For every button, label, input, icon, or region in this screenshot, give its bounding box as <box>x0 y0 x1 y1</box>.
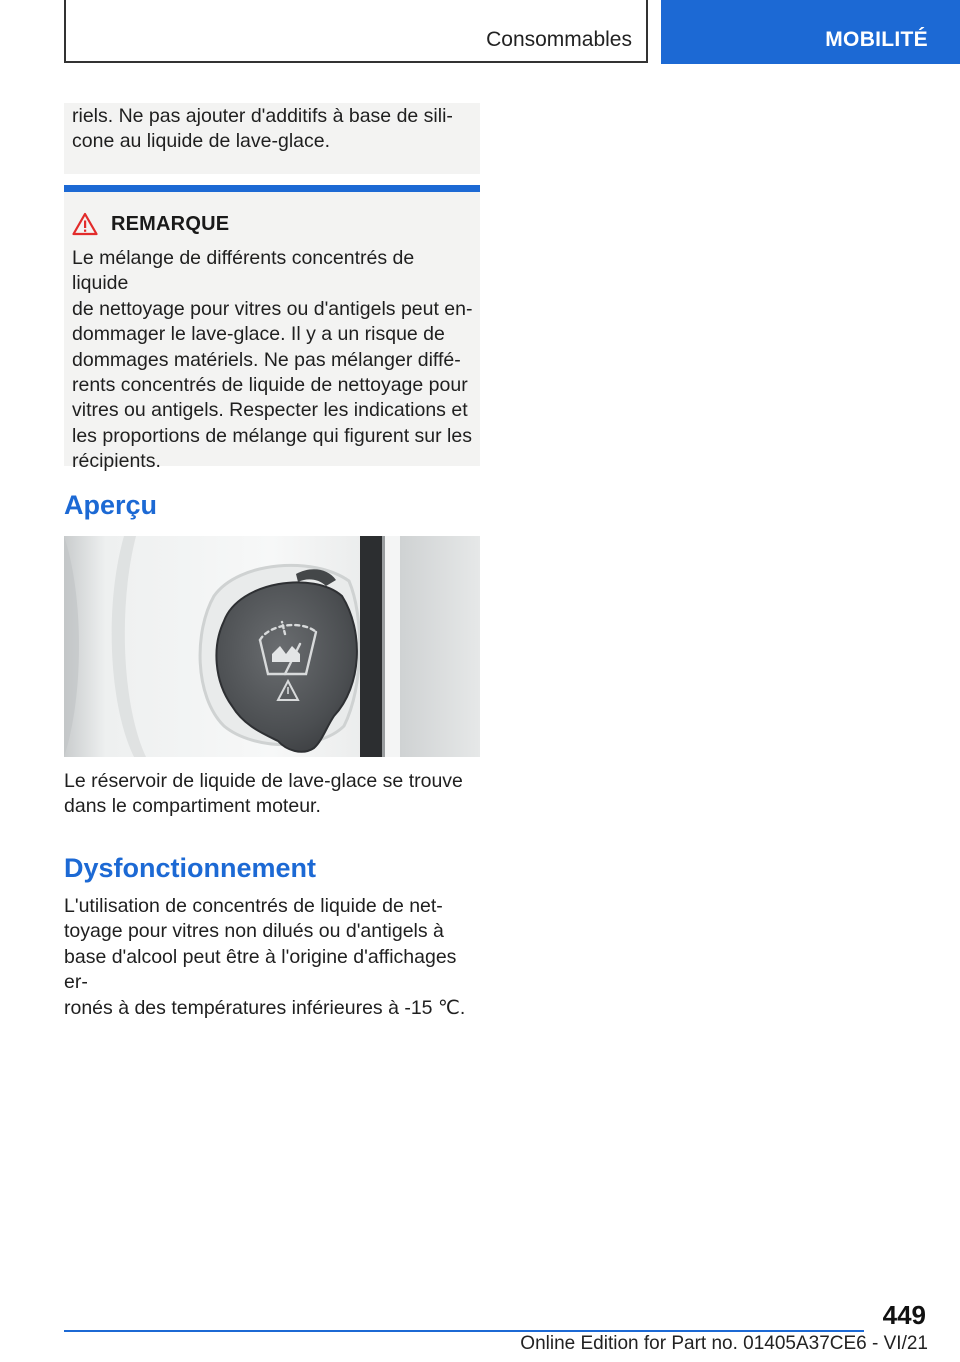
notice-line: rents concentrés de liquide de nettoyage pour <box>72 374 468 397</box>
section-title: Consommables <box>486 28 632 51</box>
notice-box <box>64 192 480 473</box>
dysfonctionnement-line: toyage pour vitres non dilués ou d'antigels à <box>64 920 444 943</box>
continuation-line: riels. Ne pas ajouter d'additifs à base de sili‐ <box>72 105 453 127</box>
notice-line: Le mélange de différents concentrés de liquide <box>72 247 415 295</box>
apercu-text <box>64 769 480 820</box>
notice-line: vitres ou antigels. Respecter les indications et <box>72 399 468 422</box>
header-section-box <box>64 0 648 63</box>
apercu-line: Le réservoir de liquide de lave-glace se trouve <box>64 770 463 792</box>
apercu-line: dans le compartiment moteur. <box>64 795 321 818</box>
dysfonctionnement-text <box>64 894 480 1021</box>
notice-line: dommages matériels. Ne pas mélanger diffé‐ <box>72 348 461 371</box>
heading-dysfonctionnement: Dysfonctionnement <box>64 853 317 883</box>
notice-header <box>72 210 229 238</box>
chapter-tab <box>661 0 960 64</box>
continuation-line: cone au liquide de lave-glace. <box>72 130 331 153</box>
warning-triangle-icon <box>72 212 98 236</box>
notice-top-bar <box>64 185 480 192</box>
footer-divider <box>64 1330 864 1332</box>
notice-text <box>72 246 474 475</box>
notice-line: dommager le lave-glace. Il y a un risque de <box>72 323 445 346</box>
notice-title: REMARQUE <box>111 212 230 235</box>
washer-reservoir-photo <box>64 536 480 757</box>
edition-text: Online Edition for Part no. 01405A37CE6 - VI/21 <box>520 1333 928 1354</box>
continuation-text <box>64 103 480 155</box>
dysfonctionnement-line: L'utilisation de concentrés de liquide de net‐ <box>64 895 443 917</box>
washer-fluid-cap-icon <box>64 536 480 757</box>
continuation-box <box>64 103 480 174</box>
dysfonctionnement-line: base d'alcool peut être à l'origine d'affichages er‐ <box>64 945 457 994</box>
dysfonctionnement-line: ronés à des températures inférieures à -15 ℃. <box>64 996 466 1019</box>
notice-line: récipients. <box>72 450 161 473</box>
notice-line: de nettoyage pour vitres ou d'antigels peut en‐ <box>72 297 473 320</box>
page-number: 449 <box>882 1300 926 1330</box>
notice-line: les proportions de mélange qui figurent sur les <box>72 424 472 447</box>
heading-apercu: Aperçu <box>64 490 158 520</box>
chapter-title: MOBILITÉ <box>825 28 928 51</box>
